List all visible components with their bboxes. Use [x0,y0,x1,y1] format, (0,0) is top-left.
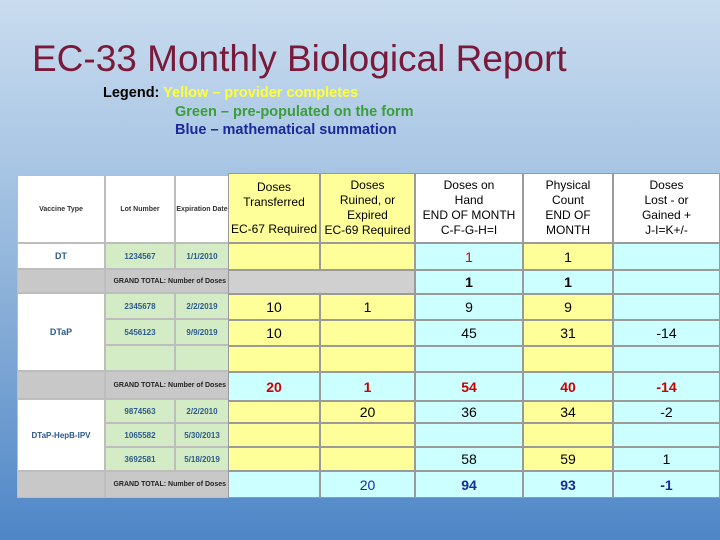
total-physical: 93 [523,471,613,498]
legend-green: Green – pre-populated on the form [175,103,414,120]
cell-ruined [320,243,415,270]
cell-on-hand: 1 [415,243,523,270]
cell-physical: 31 [523,320,613,346]
header-line: Doses [649,178,684,192]
vaccine-lot-table [17,175,229,498]
header-expiration-date: Expiration Date [175,175,229,243]
cell-on-hand [415,346,523,372]
cell-lost [613,294,720,320]
header-line: Gained + [641,208,692,222]
header-transferred [228,173,320,243]
header-line: Count [551,193,585,207]
header-line: Doses on [443,178,495,192]
cell-on-hand: 9 [415,294,523,320]
header-line: Doses [350,178,385,192]
cell-transferred: 10 [228,320,320,346]
cell-lost: -14 [613,320,720,346]
grand-total-label: GRAND TOTAL: Number of Doses [105,471,229,498]
total-transferred [228,471,320,498]
cell-transferred [228,423,320,447]
legend-row-yellow [103,84,413,103]
header-lot-number: Lot Number [105,175,175,243]
cell-physical: 9 [523,294,613,320]
page-title: EC-33 Monthly Biological Report [32,38,567,79]
cell-ruined: 1 [320,294,415,320]
lot-number-empty [105,345,175,371]
grand-total-spacer [17,471,105,498]
header-line: Hand [454,193,484,207]
cell-lost [613,423,720,447]
total-lost [613,270,720,294]
header-line: MONTH [546,223,590,237]
legend-blue: Blue – mathematical summation [175,122,397,138]
cell-physical: 59 [523,447,613,471]
cell-transferred: 10 [228,294,320,320]
lot-number: 3692581 [105,447,175,471]
legend-yellow: Yellow – provider completes [163,85,359,101]
grand-total-spacer [17,371,105,399]
grand-total-spacer [17,269,105,293]
cell-ruined [320,320,415,346]
total-blank [228,270,415,294]
total-physical: 40 [523,372,613,401]
header-line: Doses [256,179,291,194]
cell-ruined [320,346,415,372]
expiration-date: 2/2/2010 [175,399,229,423]
lot-number: 9874563 [105,399,175,423]
total-on-hand: 1 [415,270,523,294]
legend-label: Legend: [103,85,160,101]
lot-number: 1234567 [105,243,175,269]
cell-lost: 1 [613,447,720,471]
cell-transferred [228,401,320,423]
total-on-hand: 54 [415,372,523,401]
header-line: END OF [545,208,591,222]
total-on-hand: 94 [415,471,523,498]
total-lost: -1 [613,471,720,498]
grand-total-label: GRAND TOTAL: Number of Doses [105,269,229,293]
cell-physical: 1 [523,243,613,270]
expiration-date: 9/9/2019 [175,319,229,345]
cell-on-hand: 58 [415,447,523,471]
vaccine-dtap-hepb-ipv: DTaP-HepB-IPV [17,399,105,471]
cell-transferred [228,447,320,471]
header-line: EC-69 Required [324,223,411,237]
header-line: Ruined, or [339,193,396,207]
cell-on-hand [415,423,523,447]
total-transferred: 20 [228,372,320,401]
cell-lost [613,243,720,270]
header-line: Physical [545,178,591,192]
header-line: C-F-G-H=I [440,223,498,237]
lot-number: 2345678 [105,293,175,319]
cell-on-hand: 45 [415,320,523,346]
total-ruined: 1 [320,372,415,401]
total-lost: -14 [613,372,720,401]
cell-lost [613,346,720,372]
cell-ruined [320,423,415,447]
cell-physical [523,346,613,372]
cell-physical: 34 [523,401,613,423]
total-ruined: 20 [320,471,415,498]
lot-number: 5456123 [105,319,175,345]
cell-ruined [320,447,415,471]
header-physical [523,173,613,243]
header-line: Transferred [243,194,305,209]
header-line: J-I=K+/- [645,223,688,237]
vaccine-dtap: DTaP [17,293,105,371]
lot-number: 1065582 [105,423,175,447]
header-vaccine-type: Vaccine Type [17,175,105,243]
cell-ruined: 20 [320,401,415,423]
header-ruined [320,173,415,243]
cell-physical [523,423,613,447]
expiration-date-empty [175,345,229,371]
total-physical: 1 [523,270,613,294]
header-line: Expired [347,208,388,222]
expiration-date: 2/2/2019 [175,293,229,319]
expiration-date: 1/1/2010 [175,243,229,269]
expiration-date: 5/30/2013 [175,423,229,447]
header-line: EC-67 Required [230,221,318,236]
grand-total-label: GRAND TOTAL: Number of Doses [105,371,229,399]
dose-summary-table [228,173,720,498]
header-line: Lost - or [644,193,689,207]
cell-lost: -2 [613,401,720,423]
cell-transferred [228,243,320,270]
cell-transferred [228,346,320,372]
header-line: END OF MONTH [422,208,516,222]
legend [103,84,413,140]
header-on-hand [415,173,523,243]
expiration-date: 5/18/2019 [175,447,229,471]
vaccine-dt: DT [17,243,105,269]
cell-on-hand: 36 [415,401,523,423]
header-lost [613,173,720,243]
